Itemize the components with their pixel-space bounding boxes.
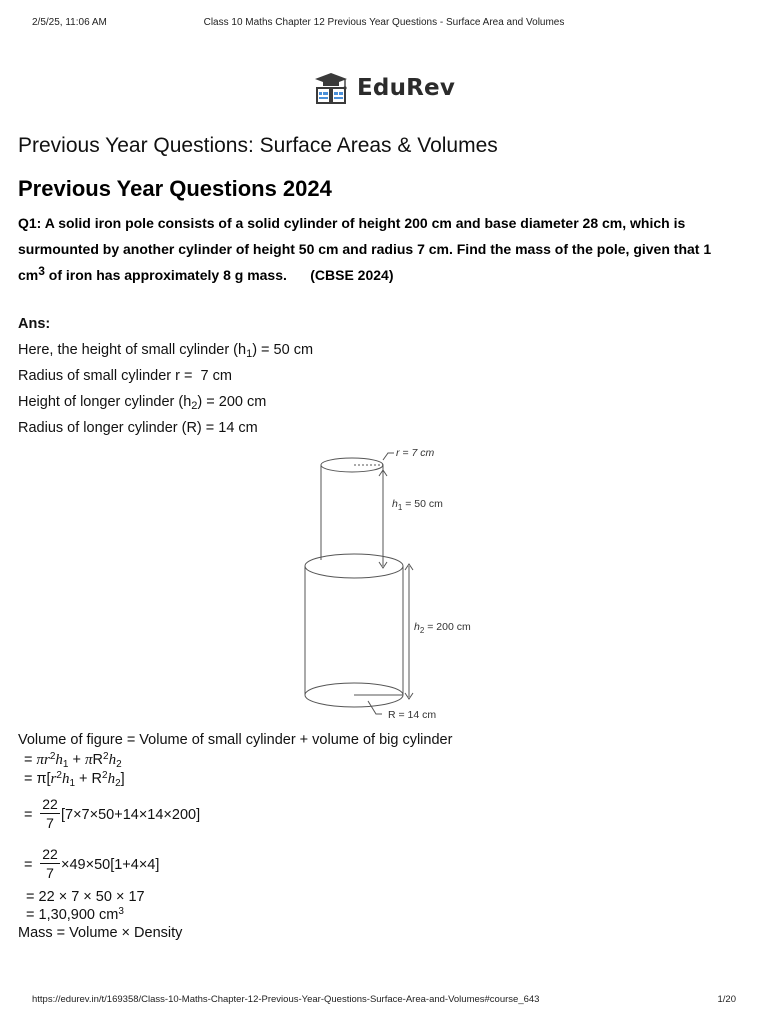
footer-url[interactable]: https://edurev.in/t/169358/Class-10-Maths-Chapter-12-Previous-Year-Questions-Surface-Area-and-Volumes#course_643: [32, 994, 540, 1005]
mass-line: Mass = Volume × Density: [18, 925, 183, 941]
answer-line-3: Height of longer cylinder $(h_2) = 200$ cm: [18, 394, 267, 412]
edurev-logo[interactable]: [313, 70, 455, 106]
volume-equation: Volume of figure = Volume of small cylinder + volume of big cylinder: [18, 732, 453, 748]
product-line: = 22 × 7 × 50 × 17: [18, 889, 145, 905]
answer-line-4: Radius of longer cylinder (R) = 14 cm: [18, 420, 258, 436]
question-line-2: surmounted by another cylinder of height 50 cm and radius 7 cm. Find the mass of the pole, given that 1: [18, 241, 712, 257]
graduation-cap-book-icon: [313, 71, 349, 105]
formula-line-2: = $\pi[r^2h_1 + R^2h_2]$: [24, 770, 125, 789]
question-line-1: Q1: A solid iron pole consists of a solid cylinder of height 200 cm and base diameter 28 cm, which is: [18, 215, 686, 231]
answer-line-2: Radius of small cylinder r = 7 cm: [18, 368, 232, 384]
result-line: = 1,30,900 $cm^3$: [18, 906, 124, 923]
question-line-3: $cm^3$ of iron has approximately 8 g mass. (CBSE 2024): [18, 264, 394, 283]
cylinder-pole-figure: [296, 444, 496, 726]
figure-label-R: R = 14 cm: [388, 709, 437, 721]
page-title: Previous Year Questions: Surface Areas & Volumes: [18, 134, 498, 157]
print-datetime: 2/5/25, 11:06 AM: [32, 17, 107, 28]
print-header: [18, 17, 750, 31]
figure-label-h1: $h_1 = 50$ cm: [392, 498, 443, 512]
print-doc-title: Class 10 Maths Chapter 12 Previous Year Questions - Surface Area and Volumes: [203, 17, 565, 28]
question-text: [18, 210, 738, 288]
answer-label: Ans:: [18, 316, 51, 332]
section-heading: Previous Year Questions 2024: [18, 176, 332, 201]
answer-line-1: Here, the height of small cylinder $(h_1) = 50$ cm: [18, 342, 314, 360]
brand-name: EduRev: [357, 75, 456, 101]
formula-line-1: = $\pi r^2h_1 + \pi R^2h_2$: [24, 751, 122, 770]
figure-label-h2: $h_2 = 200$ cm: [414, 621, 471, 635]
figure-label-r: r = 7 cm: [396, 447, 435, 459]
page-number: 1/20: [717, 994, 736, 1005]
print-footer: [18, 994, 750, 1008]
